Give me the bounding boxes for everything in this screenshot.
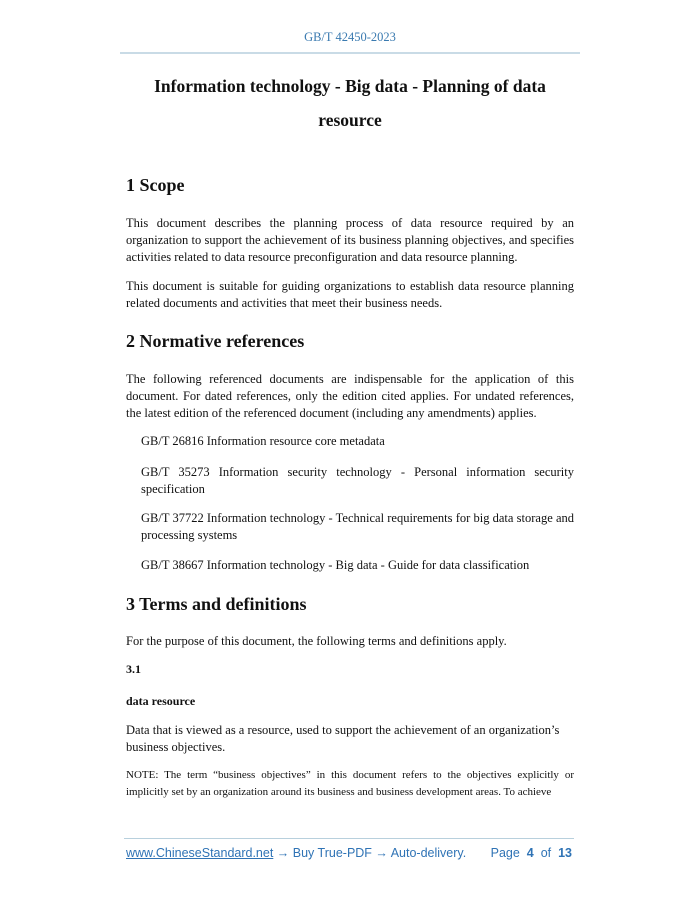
chinesestandard-link[interactable]: www.ChineseStandard.net — [126, 846, 274, 860]
reference-item: GB/T 26816 Information resource core metadata — [141, 434, 385, 448]
footer-tagline: → Buy True-PDF → Auto-delivery. — [273, 846, 467, 860]
header-divider — [120, 52, 580, 54]
page-footer — [126, 846, 572, 860]
total-page-count: 13 — [558, 846, 572, 860]
scope-paragraph-1: This document describes the planning process of data resource required by an organization to support the achievement of its business planning objectives, and specifies activities related to data resource preconfiguration and data resource planning. — [126, 216, 574, 264]
term-note: NOTE: The term “business objectives” in this document refers to the objectives explicitly or implicitly set by an organization around its business and business development areas. To achieve — [126, 769, 574, 798]
document-title-line-1: Information technology - Big data - Planning of data — [154, 76, 546, 96]
document-title-line-2: resource — [318, 110, 382, 130]
footer-divider — [124, 838, 574, 839]
reference-item: GB/T 38667 Information technology - Big data - Guide for data classification — [141, 558, 530, 572]
reference-item: GB/T 37722 Information technology - Technical requirements for big data storage and processing systems — [141, 511, 574, 542]
section-heading-scope: 1 Scope — [126, 175, 185, 195]
term-definition: Data that is viewed as a resource, used to support the achievement of an organization’s business objectives. — [126, 723, 560, 754]
section-heading-normative-references: 2 Normative references — [126, 331, 305, 351]
reference-item: GB/T 35273 Information security technology - Personal information security specification — [141, 465, 574, 496]
page-indicator: Page 4 of 13 — [490, 846, 572, 860]
section-heading-terms-definitions: 3 Terms and definitions — [126, 594, 307, 614]
term-name: data resource — [126, 694, 196, 708]
footer-promo — [126, 846, 466, 860]
term-number: 3.1 — [126, 662, 141, 676]
scope-paragraph-2: This document is suitable for guiding organizations to establish data resource planning related documents and activities that meet their business needs. — [126, 279, 574, 310]
document-code-header: GB/T 42450-2023 — [304, 30, 396, 44]
current-page-number: 4 — [526, 846, 534, 860]
terms-intro-paragraph: For the purpose of this document, the following terms and definitions apply. — [126, 634, 507, 648]
normative-intro-paragraph: The following referenced documents are indispensable for the application of this document. For dated references, only the edition cited applies. For undated references, the latest edition of the referenced document (including any amendments) applies. — [126, 372, 574, 420]
